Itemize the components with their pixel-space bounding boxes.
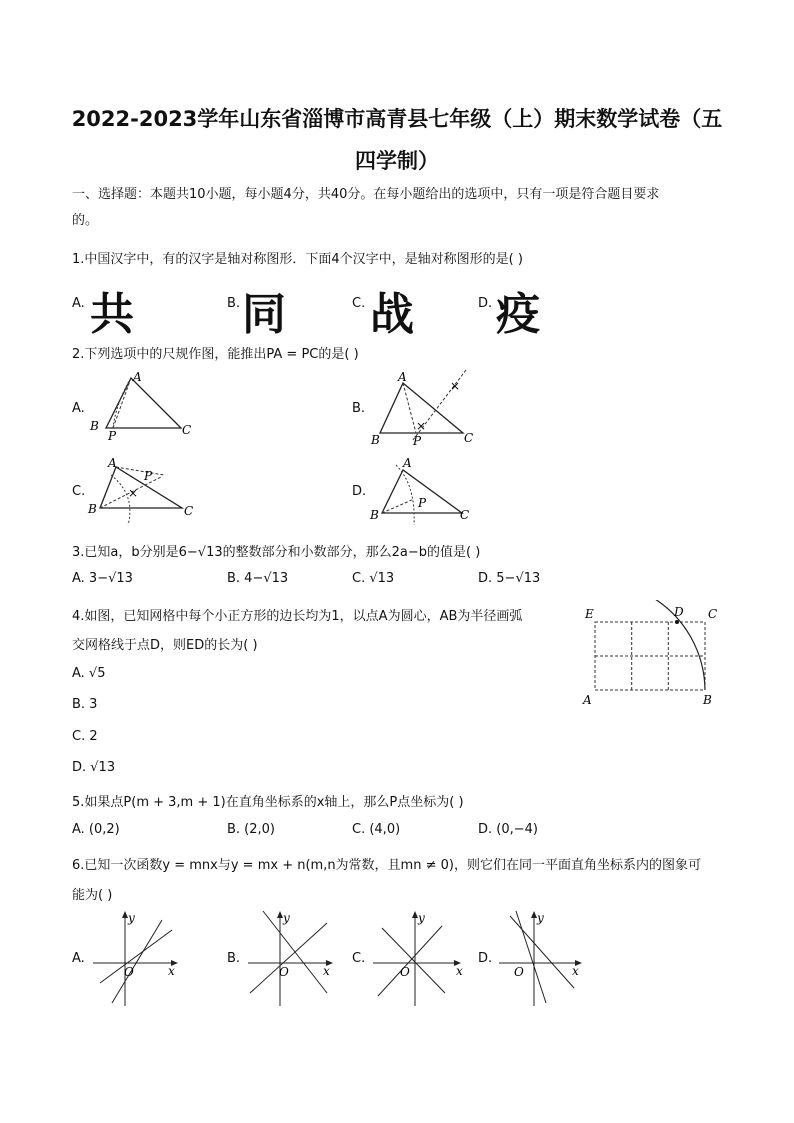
q2a-dashed-line xyxy=(113,378,131,428)
q5-option-a: A. (0,2) xyxy=(72,822,120,837)
q5-option-b: B. (2,0) xyxy=(227,822,276,837)
q2d-arc xyxy=(396,465,414,525)
q2d-label-A: A xyxy=(403,456,412,470)
q2d-label-P: P xyxy=(418,496,427,510)
q4-label-E: E xyxy=(585,607,594,621)
q2c-label-A: A xyxy=(108,456,117,470)
q6d-label-x: x xyxy=(572,964,579,978)
q6-option-c-label: C. xyxy=(352,951,366,966)
q2-stem: 2.下列选项中的尺规作图，能推出PA = PC的是( ) xyxy=(72,347,359,362)
q6a-line2 xyxy=(100,930,172,983)
q6a-label-y: y xyxy=(128,911,135,925)
q5-stem: 5.如果点P(m + 3,m + 1)在直角坐标系的x轴上，那么P点坐标为( ) xyxy=(72,795,464,810)
q6a-label-o: O xyxy=(124,965,134,979)
q1-option-a-char: 共 xyxy=(90,289,134,340)
q4-option-a: A. √5 xyxy=(72,666,106,681)
q1-option-a-label: A. xyxy=(72,296,85,311)
q6b-label-o: O xyxy=(279,965,289,979)
q2d-label-B: B xyxy=(370,508,379,522)
q2-figure-a xyxy=(86,368,206,440)
q6-graph-a xyxy=(90,908,185,1008)
q6-graph-b xyxy=(245,908,340,1008)
q2-option-c-label: C. xyxy=(72,484,86,499)
q6-graph-d xyxy=(496,908,591,1008)
q2a-triangle xyxy=(106,378,181,428)
section-instructions xyxy=(72,182,722,234)
q4-stem-line1: 4.如图，已知网格中每个小正方形的边长均为1，以点A为圆心，AB为半径画弧 xyxy=(72,609,523,624)
q2-option-b-label: B. xyxy=(352,401,366,416)
q2c-label-C: C xyxy=(184,504,194,518)
q1-stem: 1.中国汉字中，有的汉字是轴对称图形．下面4个汉字中，是轴对称图形的是( ) xyxy=(72,252,523,267)
q6b-line2 xyxy=(250,923,327,993)
q2b-label-C: C xyxy=(464,431,474,445)
page-title-line1: 2022-2023学年山东省淄博市高青县七年级（上）期末数学试卷（五 xyxy=(71,107,723,131)
q2c-label-B: B xyxy=(88,502,97,516)
q1-option-c-char: 战 xyxy=(370,289,414,340)
q4-option-b: B. 3 xyxy=(72,697,98,712)
q2b-label-A: A xyxy=(398,370,407,384)
q6-option-a-label: A. xyxy=(72,951,85,966)
q6c-label-o: O xyxy=(400,965,410,979)
q3-option-c: C. √13 xyxy=(352,571,395,586)
q2b-dashed-line xyxy=(403,383,416,433)
q3-stem: 3.已知a，b分别是6−√13的整数部分和小数部分，那么2a−b的值是( ) xyxy=(72,545,481,560)
q6c-label-y: y xyxy=(418,911,425,925)
q2a-label-C: C xyxy=(182,423,192,437)
q6-option-d-label: D. xyxy=(478,951,493,966)
q6b-label-x: x xyxy=(323,964,330,978)
q2c-mark: × xyxy=(128,486,139,500)
q6a-label-x: x xyxy=(168,964,175,978)
q2c-arc xyxy=(111,475,130,525)
q4-label-C: C xyxy=(708,607,718,621)
q3-option-a: A. 3−√13 xyxy=(72,571,133,586)
q6-graph-c xyxy=(370,908,470,1008)
q6-option-b-label: B. xyxy=(227,951,241,966)
page-title-line2: 四学制） xyxy=(355,149,439,173)
q2-figure-b xyxy=(368,368,488,448)
q6b-label-y: y xyxy=(283,911,290,925)
q4-stem-line2: 交网格线于点D，则ED的长为( ) xyxy=(72,638,258,653)
q2b-label-B: B xyxy=(371,433,380,447)
q2d-dashed-line xyxy=(382,499,414,513)
q2a-label-P: P xyxy=(108,429,117,440)
q6-stem-line1: 6.已知一次函数y = mnx与y = mx + n(m,n为常数，且mn ≠ 0)，则它们在同一平面直角坐标系内的图象可 xyxy=(72,858,701,873)
q1-option-d-label: D. xyxy=(478,296,493,311)
q6-stem-line2: 能为( ) xyxy=(72,888,113,903)
q2b-mark-bottom: × xyxy=(416,419,427,433)
q2c-label-P: P xyxy=(144,469,153,483)
q1-option-b-label: B. xyxy=(227,296,241,311)
q2-option-a-label: A. xyxy=(72,401,85,416)
q6c-label-x: x xyxy=(456,964,463,978)
q1-option-c-label: C. xyxy=(352,296,366,311)
q4-point-D xyxy=(675,620,679,624)
q2a-label-A: A xyxy=(133,370,142,384)
q6a-line1 xyxy=(112,920,162,1003)
q1-option-b-char: 同 xyxy=(242,289,286,340)
q6c-line1 xyxy=(382,928,445,993)
q4-label-D: D xyxy=(674,605,684,619)
q1-option-d-char: 疫 xyxy=(496,289,540,340)
q3-option-d: D. 5−√13 xyxy=(478,571,541,586)
q4-label-B: B xyxy=(703,693,712,707)
q4-option-c: C. 2 xyxy=(72,729,98,744)
q2-figure-d xyxy=(368,455,488,530)
section-line2: 的。 xyxy=(72,213,99,228)
q2-option-d-label: D. xyxy=(352,484,367,499)
q4-option-d: D. √13 xyxy=(72,760,116,775)
q6c-line2 xyxy=(378,926,442,996)
q2d-label-C: C xyxy=(460,508,470,522)
q6d-label-y: y xyxy=(537,911,544,925)
q2b-label-P: P xyxy=(413,434,422,448)
q6d-label-o: O xyxy=(514,965,524,979)
q3-option-b: B. 4−√13 xyxy=(227,571,289,586)
section-line1: 一、选择题：本题共10小题，每小题4分，共40分。在每小题给出的选项中，只有一项是符合题目要求 xyxy=(72,187,660,202)
q2-figure-c xyxy=(86,455,206,530)
q4-label-A: A xyxy=(583,693,592,707)
q2b-mark-top: × xyxy=(450,379,461,393)
q5-option-d: D. (0,−4) xyxy=(478,822,538,837)
q5-option-c: C. (4,0) xyxy=(352,822,401,837)
q4-grid-figure xyxy=(580,600,720,715)
q2a-label-B: B xyxy=(90,419,99,433)
